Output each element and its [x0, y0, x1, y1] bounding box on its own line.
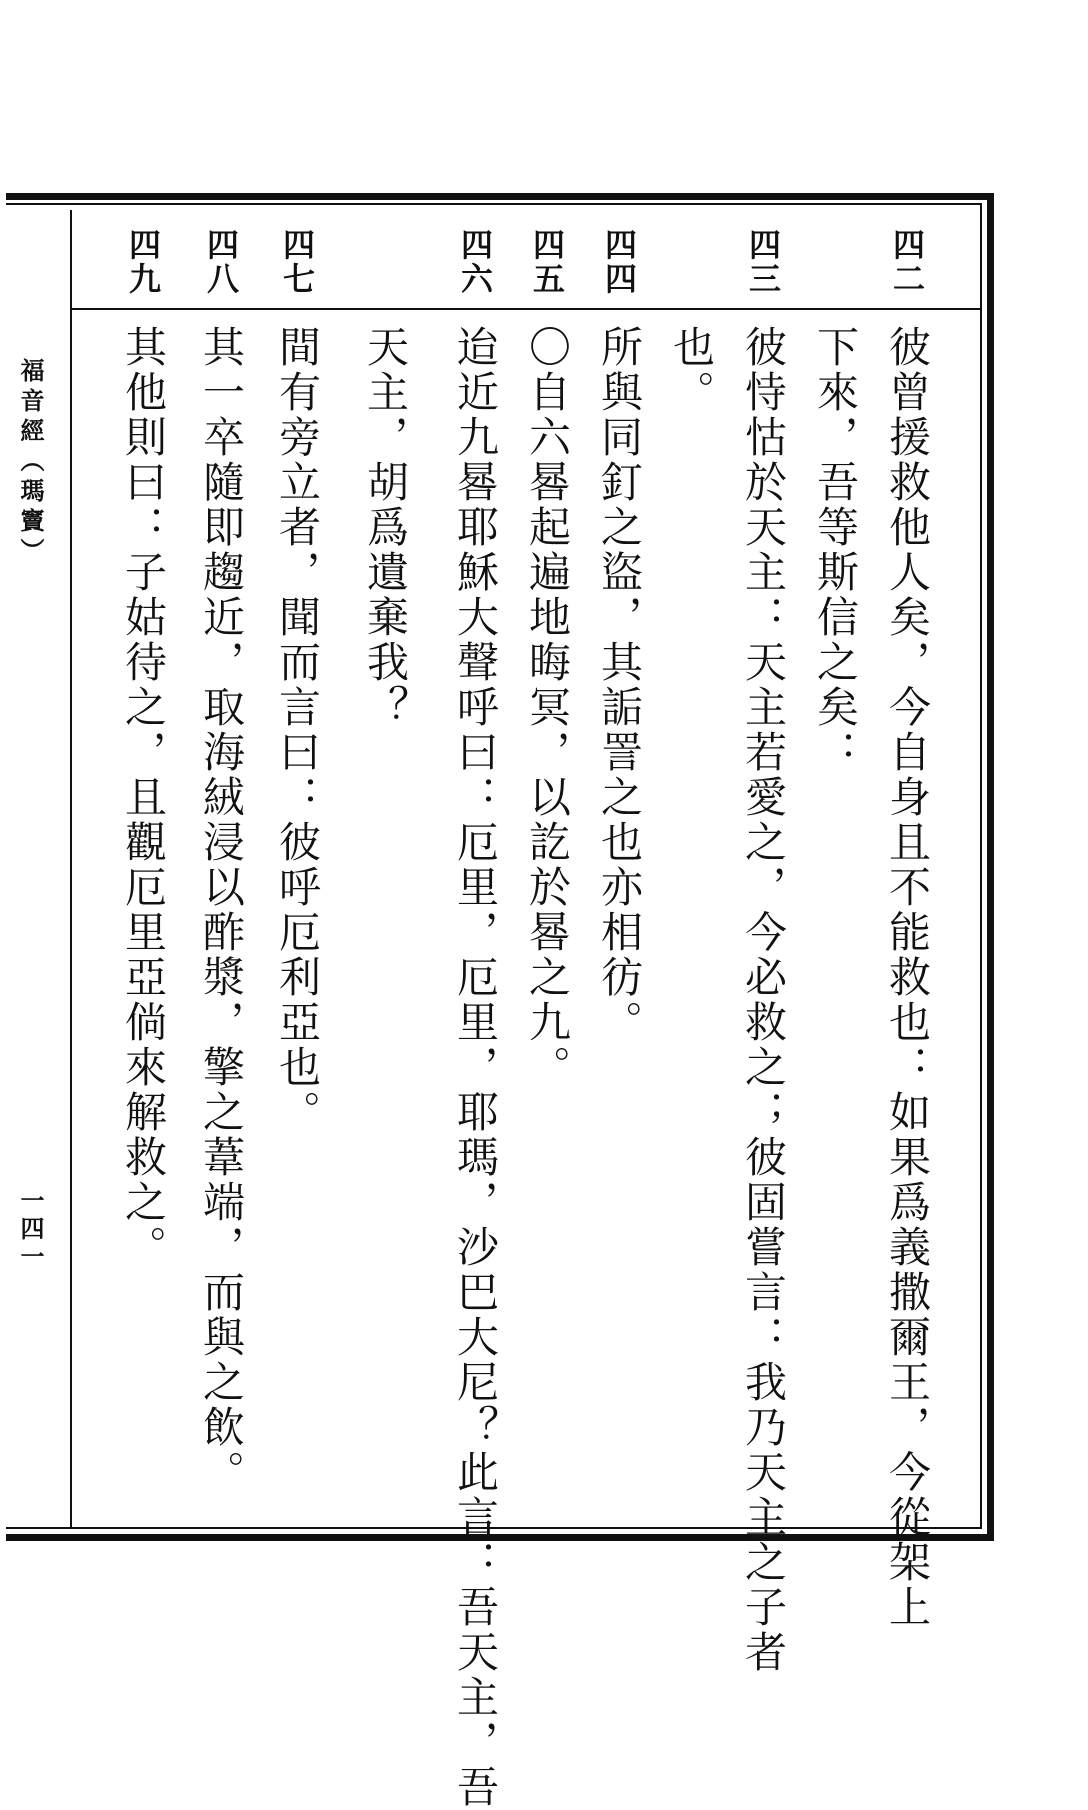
left-rule	[70, 210, 72, 1528]
verse-text: 彼恃怙於天主：天主若愛之，今必救之；彼固嘗言：我乃天主之子者	[739, 325, 788, 1675]
verse-number: 四二	[888, 228, 926, 296]
verse-number: 四三	[744, 228, 782, 296]
verse-text-continuation: 也。	[667, 325, 716, 415]
verse-number: 四九	[124, 228, 162, 296]
verse-text-continuation: 天主，胡爲遺棄我？	[361, 325, 410, 730]
verse-text: 其一卒隨即趨近，取海絨浸以酢漿，擎之葦端，而與之飲。	[197, 325, 246, 1495]
verse-number: 四六	[456, 228, 494, 296]
verse-number: 四七	[278, 228, 316, 296]
verse-text: 彼曾援救他人矣，今自身且不能救也：如果爲義撒爾王，今從架上	[883, 325, 932, 1630]
verse-number: 四四	[600, 228, 638, 296]
verse-text: 其他則曰：子姑待之，且觀厄里亞倘來解救之。	[119, 325, 168, 1270]
verse-text: 〇自六晷起遍地晦冥，以訖於晷之九。	[523, 325, 572, 1090]
verse-text-continuation: 下來，吾等斯信之矣：	[811, 325, 860, 775]
page-number: 一四一	[16, 1188, 45, 1272]
verse-number-rule	[70, 308, 980, 310]
verse-text: 間有旁立者，聞而言曰：彼呼厄利亞也。	[273, 325, 322, 1135]
running-title: 福音經（瑪竇）	[16, 358, 45, 568]
verse-text: 所與同釘之盜，其詬詈之也亦相彷。	[595, 325, 644, 1045]
verse-number: 四五	[528, 228, 566, 296]
verse-number: 四八	[202, 228, 240, 296]
verse-text: 迨近九晷耶穌大聲呼曰：厄里，厄里，耶瑪，沙巴大尼？此言：吾天主，吾	[451, 325, 500, 1810]
